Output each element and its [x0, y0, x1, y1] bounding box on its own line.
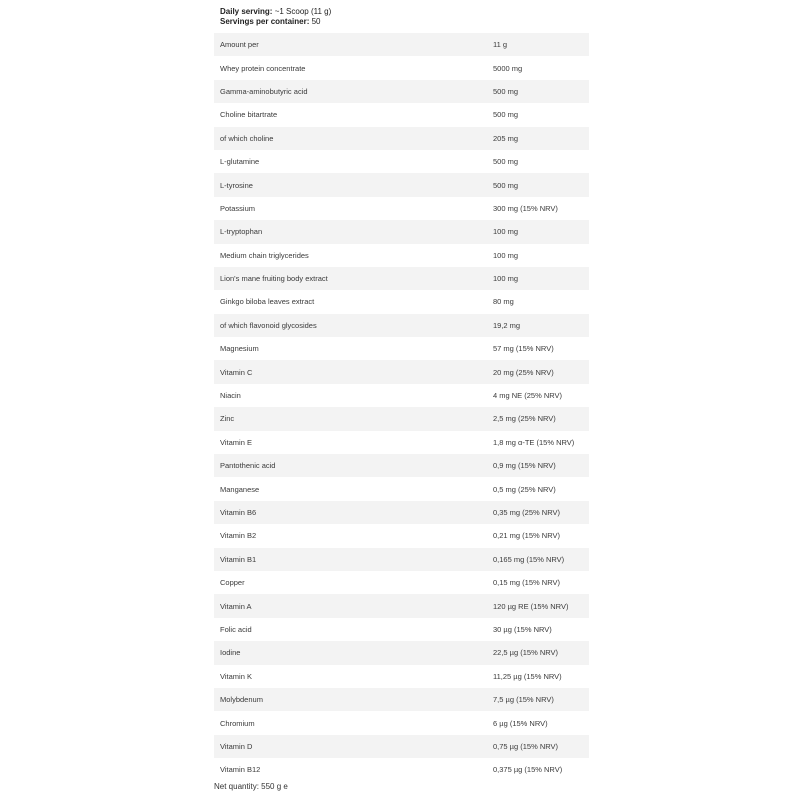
ingredient-amount: 0,35 mg (25% NRV): [493, 508, 560, 517]
ingredient-amount: 205 mg: [493, 133, 519, 143]
ingredient-name: Lion's mane fruiting body extract: [220, 274, 328, 284]
ingredient-amount: 100 mg: [493, 250, 519, 260]
ingredient-name: Choline bitartrate: [220, 110, 278, 120]
ingredient-name: Medium chain triglycerides: [220, 250, 309, 260]
table-row: [214, 431, 589, 454]
ingredient-amount: 57 mg (15% NRV): [493, 344, 554, 354]
ingredient-amount: 0,375 µg (15% NRV): [493, 765, 563, 775]
ingredient-amount: 0,75 µg (15% NRV): [493, 741, 559, 751]
ingredient-name: Folic acid: [220, 624, 252, 634]
ingredient-amount: 500 mg: [493, 180, 519, 190]
ingredient-name: Vitamin B2: [220, 531, 257, 541]
ingredient-amount: 4 mg NE (25% NRV): [493, 391, 563, 401]
ingredient-name: Chromium: [220, 718, 255, 728]
ingredient-amount: 100 mg: [493, 227, 519, 237]
ingredient-amount: 0,5 mg (25% NRV): [493, 484, 556, 494]
table-row: [214, 244, 589, 267]
ingredient-name: Vitamin B12: [220, 765, 261, 775]
ingredient-name: of which choline: [220, 133, 274, 143]
ingredient-amount: 30 µg (15% NRV): [493, 624, 552, 634]
ingredient-name: Copper: [220, 578, 245, 588]
ingredient-amount: 19,2 mg: [493, 320, 521, 330]
servings-per-container-value: 50: [309, 17, 321, 26]
table-row: [214, 314, 589, 337]
daily-serving-value: ~1 Scoop (11 g): [272, 7, 332, 16]
ingredient-name: Potassium: [220, 203, 256, 213]
table-row: [214, 735, 589, 758]
table-row: [214, 360, 589, 383]
servings-per-container-label: Servings per container:: [220, 17, 310, 26]
table-row: [214, 150, 589, 173]
servings-per-container-line: [220, 17, 331, 27]
table-row: [214, 197, 589, 220]
ingredient-amount: 1,8 mg α-TE (15% NRV): [493, 437, 575, 447]
ingredient-amount: 22,5 µg (15% NRV): [493, 648, 559, 658]
ingredient-amount: 0,9 mg (15% NRV): [493, 461, 556, 471]
ingredient-name: Magnesium: [220, 344, 259, 354]
ingredient-amount: 20 mg (25% NRV): [493, 367, 554, 377]
ingredient-name: Vitamin K: [220, 671, 252, 681]
ingredient-amount: 11 g: [493, 40, 508, 50]
ingredient-amount: 5000 mg: [493, 63, 523, 73]
table-row: [214, 477, 589, 500]
table-row: [214, 337, 589, 360]
table-row: [214, 665, 589, 688]
table-row: [214, 290, 589, 313]
ingredient-amount: 80 mg: [493, 297, 514, 307]
ingredient-name: Zinc: [220, 414, 235, 424]
ingredient-amount: 7,5 µg (15% NRV): [493, 695, 554, 705]
table-row: [214, 127, 589, 150]
ingredient-amount: 0,21 mg (15% NRV): [493, 531, 560, 541]
ingredient-name: Vitamin E: [220, 437, 252, 447]
ingredient-amount: 500 mg: [493, 110, 519, 120]
ingredient-name: Pantothenic acid: [220, 461, 276, 471]
ingredient-name: L-glutamine: [220, 157, 260, 167]
table-row: [214, 267, 589, 290]
nutrition-table: [214, 33, 589, 782]
table-row: [214, 384, 589, 407]
ingredient-name: Manganese: [220, 484, 260, 494]
table-row: [214, 501, 589, 524]
table-row: [214, 711, 589, 734]
ingredient-name: L-tryptophan: [220, 227, 263, 237]
table-row: [214, 524, 589, 547]
ingredient-name: Molybdenum: [220, 695, 263, 705]
table-row: [214, 758, 589, 781]
ingredient-name: Gamma-aminobutyric acid: [220, 86, 308, 96]
ingredient-amount: 500 mg: [493, 157, 519, 167]
ingredient-name: Iodine: [220, 648, 241, 658]
ingredient-name: of which flavonoid glycosides: [220, 320, 317, 330]
ingredient-name: Vitamin B1: [220, 554, 257, 564]
table-row: [214, 571, 589, 594]
serving-info: [220, 7, 331, 27]
table-row: [214, 173, 589, 196]
table-row: [214, 454, 589, 477]
ingredient-amount: 120 µg RE (15% NRV): [493, 601, 569, 611]
ingredient-name: Niacin: [220, 391, 241, 401]
ingredient-amount: 6 µg (15% NRV): [493, 718, 548, 728]
net-quantity: Net quantity: 550 g e: [214, 782, 288, 791]
ingredient-name: Vitamin A: [220, 601, 252, 611]
table-row: [214, 80, 589, 103]
table-row: [214, 618, 589, 641]
ingredient-name: Vitamin D: [220, 741, 253, 751]
ingredient-amount: 0,165 mg (15% NRV): [493, 554, 565, 564]
ingredient-name: L-tyrosine: [220, 180, 253, 190]
table-row: [214, 220, 589, 243]
ingredient-name: Amount per: [220, 40, 259, 50]
table-row: [214, 407, 589, 430]
table-row: [214, 103, 589, 126]
ingredient-amount: 0,15 mg (15% NRV): [493, 578, 560, 588]
ingredient-name: Ginkgo biloba leaves extract: [220, 297, 315, 307]
ingredient-amount: 2,5 mg (25% NRV): [493, 414, 556, 424]
table-row: [214, 548, 589, 571]
table-row: [214, 641, 589, 664]
table-row: [214, 594, 589, 617]
table-row: [214, 33, 589, 56]
ingredient-name: Vitamin C: [220, 367, 253, 377]
ingredient-amount: 11,25 µg (15% NRV): [493, 671, 562, 681]
ingredient-name: Vitamin B6: [220, 508, 257, 517]
daily-serving-label: Daily serving:: [220, 7, 273, 16]
table-row: [214, 56, 589, 79]
table-row: [214, 688, 589, 711]
daily-serving-line: [220, 7, 331, 17]
ingredient-amount: 500 mg: [493, 86, 519, 96]
ingredient-amount: 100 mg: [493, 274, 519, 284]
ingredient-name: Whey protein concentrate: [220, 63, 306, 73]
ingredient-amount: 300 mg (15% NRV): [493, 203, 558, 213]
